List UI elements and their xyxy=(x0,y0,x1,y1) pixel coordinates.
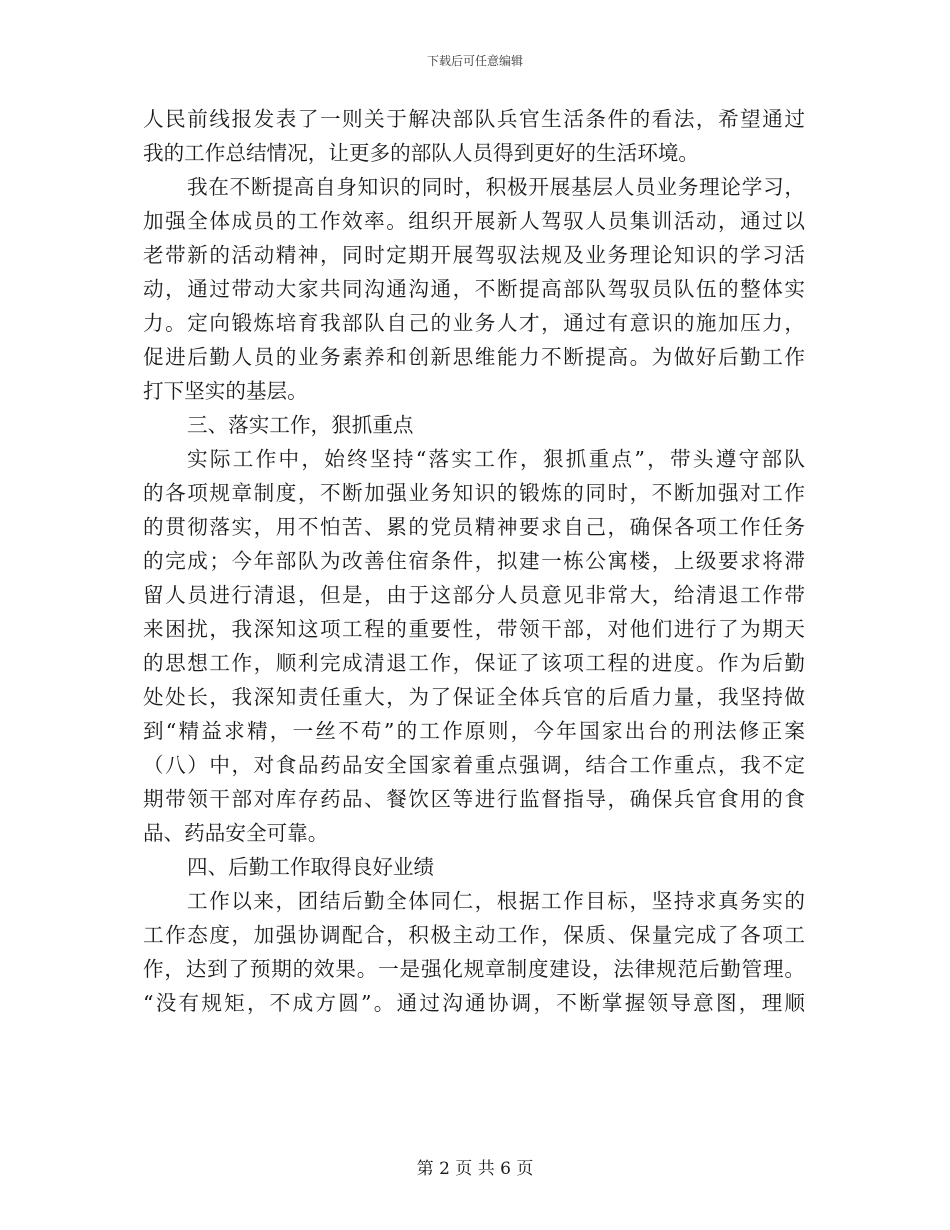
page-number: 第 2 页 共 6 页 xyxy=(416,1159,534,1179)
text-line: （八）中，对食品药品安全国家着重点强调，结合工作重点，我不定 xyxy=(143,753,805,777)
text-line: 的各项规章制度，不断加强业务知识的锻炼的同时，不断加强对工作 xyxy=(143,481,805,505)
text-line: 老带新的活动精神，同时定期开展驾驭法规及业务理论知识的学习活 xyxy=(143,243,805,267)
text-line: 实际工作中，始终坚持“落实工作，狠抓重点”，带头遵守部队 xyxy=(187,447,805,471)
text-line: 我在不断提高自身知识的同时，积极开展基层人员业务理论学习， xyxy=(187,175,805,199)
text-line: 力。定向锻炼培育我部队自己的业务人才，通过有意识的施加压力， xyxy=(143,311,805,335)
text-line: 留人员进行清退，但是，由于这部分人员意见非常大，给清退工作带 xyxy=(143,583,805,607)
text-line: 的思想工作，顺利完成清退工作，保证了该项工程的进度。作为后勤 xyxy=(143,651,805,675)
text-line: 作，达到了预期的效果。一是强化规章制度建设，法律规范后勤管理。 xyxy=(143,957,805,981)
text-line: 工作以来，团结后勤全体同仁，根据工作目标，坚持求真务实的 xyxy=(187,889,805,913)
document-body xyxy=(143,102,805,1020)
text-line: 来困扰，我深知这项工程的重要性，带领干部，对他们进行了为期天 xyxy=(143,617,805,641)
text-line: 人民前线报发表了一则关于解决部队兵官生活条件的看法，希望通过 xyxy=(143,107,805,131)
text-line: 动，通过带动大家共同沟通沟通，不断提高部队驾驭员队伍的整体实 xyxy=(143,277,805,301)
text-line: 期带领干部对库存药品、餐饮区等进行监督指导，确保兵官食用的食 xyxy=(143,787,805,811)
text-line: 促进后勤人员的业务素养和创新思维能力不断提高。为做好后勤工作 xyxy=(143,345,805,369)
text-line: 我的工作总结情况，让更多的部队人员得到更好的生活环境。 xyxy=(143,141,700,165)
text-line: 工作态度，加强协调配合，积极主动工作，保质、保量完成了各项工 xyxy=(143,923,805,947)
page-header: 下载后可任意编辑 xyxy=(426,54,523,68)
text-line: 加强全体成员的工作效率。组织开展新人驾驭人员集训活动，通过以 xyxy=(143,209,805,233)
text-line: “没有规矩，不成方圆”。通过沟通协调，不断掌握领导意图，理顺 xyxy=(143,991,805,1015)
text-line: 到“精益求精，一丝不苟”的工作原则，今年国家出台的刑法修正案 xyxy=(143,719,805,743)
text-line: 四、后勤工作取得良好业绩 xyxy=(187,855,435,879)
text-line: 处处长，我深知责任重大，为了保证全体兵官的后盾力量，我坚持做 xyxy=(143,685,805,709)
text-line: 打下坚实的基层。 xyxy=(143,379,308,403)
text-line: 品、药品安全可靠。 xyxy=(143,821,329,845)
text-line: 的完成；今年部队为改善住宿条件，拟建一栋公寓楼，上级要求将滞 xyxy=(143,549,805,573)
text-line: 三、落实工作，狠抓重点 xyxy=(187,413,414,437)
text-line: 的贯彻落实，用不怕苦、累的党员精神要求自己，确保各项工作任务 xyxy=(143,515,805,539)
